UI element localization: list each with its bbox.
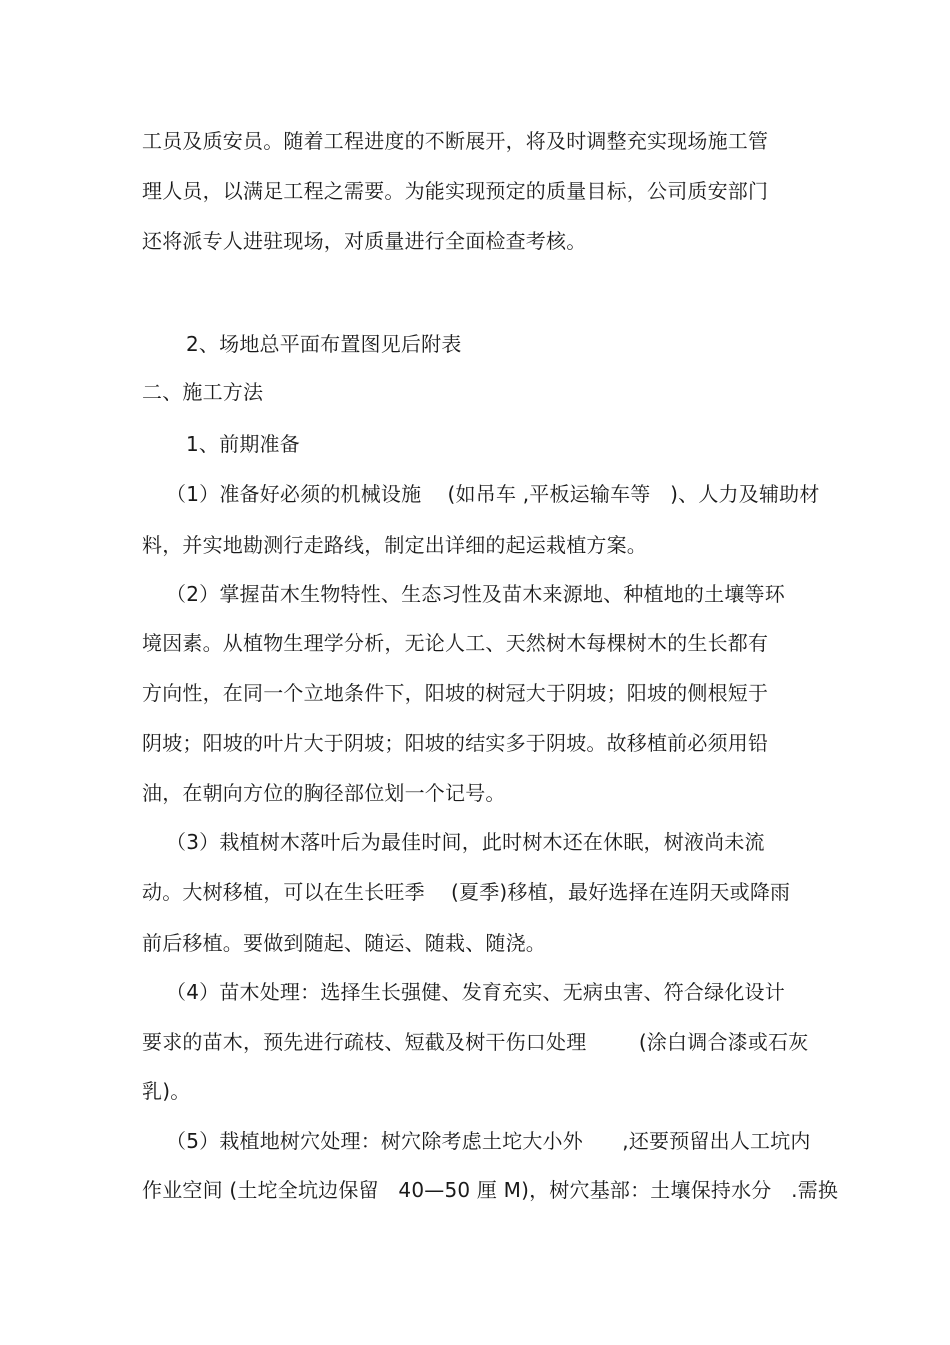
paragraph-line: 工员及质安员。随着工程进度的不断展开，将及时调整充实现场施工管: [142, 129, 769, 153]
section-item: 2、场地总平面布置图见后附表: [186, 332, 462, 356]
paragraph-line: 阴坡；阳坡的叶片大于阴坡；阳坡的结实多于阴坡。故移植前必须用铅: [142, 731, 769, 755]
subsection-heading: 1、前期准备: [186, 432, 300, 456]
paragraph-line: （3）栽植树木落叶后为最佳时间，此时树木还在休眠，树液尚未流: [166, 830, 765, 854]
paragraph-line: 境因素。从植物生理学分析，无论人工、天然树木每棵树木的生长都有: [142, 631, 769, 655]
paragraph-line: 方向性，在同一个立地条件下，阳坡的树冠大于阴坡；阳坡的侧根短于: [142, 681, 769, 705]
paragraph-line: 前后移植。要做到随起、随运、随栽、随浇。: [142, 931, 546, 955]
paragraph-line: （4）苗木处理：选择生长强健、发育充实、无病虫害、符合绿化设计: [166, 980, 785, 1004]
paragraph-line: （5）栽植地树穴处理：树穴除考虑土坨大小外 ,还要预留出人工坑内: [166, 1129, 811, 1153]
paragraph-line: 料，并实地勘测行走路线，制定出详细的起运栽植方案。: [142, 533, 647, 557]
paragraph-line: 油，在朝向方位的胸径部位划一个记号。: [142, 781, 506, 805]
paragraph-line: 作业空间 (土坨全坑边保留 40—50 厘 M)，树穴基部：土壤保持水分 .需换: [142, 1178, 839, 1202]
paragraph-line: （2）掌握苗木生物特性、生态习性及苗木来源地、种植地的土壤等环: [166, 582, 785, 606]
paragraph-line: 要求的苗木，预先进行疏枝、短截及树干伤口处理 (涂白调合漆或石灰: [142, 1030, 809, 1054]
paragraph-line: 动。大树移植，可以在生长旺季 (夏季)移植，最好选择在连阴天或降雨: [142, 880, 791, 904]
paragraph-line: （1）准备好必须的机械设施 (如吊车 ,平板运输车等 )、人力及辅助材: [166, 482, 820, 506]
paragraph-line: 还将派专人进驻现场，对质量进行全面检查考核。: [142, 229, 587, 253]
section-heading: 二、施工方法: [142, 380, 264, 404]
paragraph-line: 乳)。: [142, 1079, 191, 1103]
paragraph-line: 理人员，以满足工程之需要。为能实现预定的质量目标，公司质安部门: [142, 179, 769, 203]
